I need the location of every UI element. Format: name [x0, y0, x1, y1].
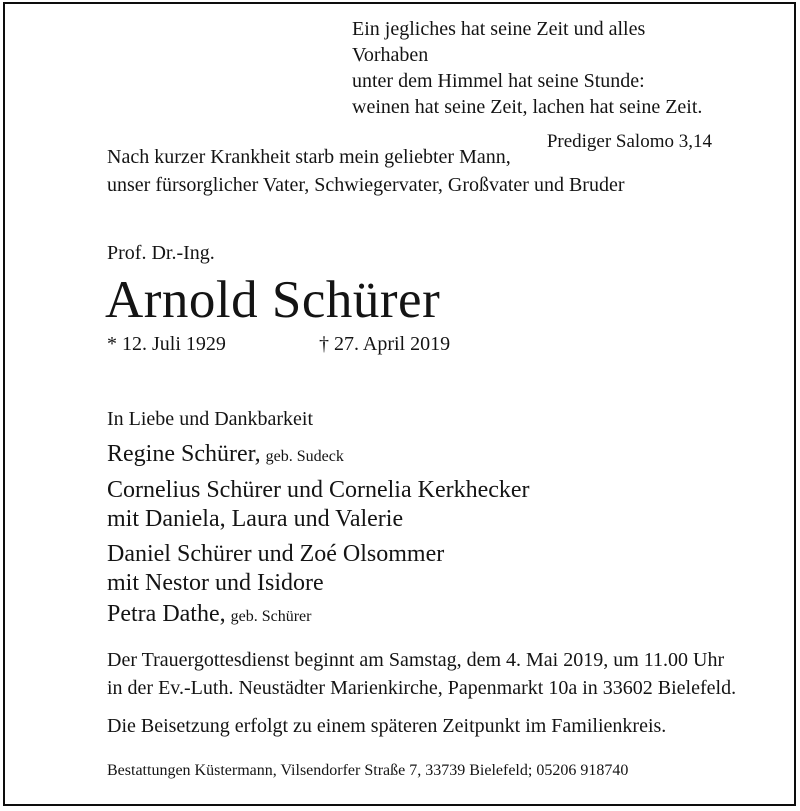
quote-line: weinen hat seine Zeit, lachen hat seine Zeit. — [352, 96, 703, 118]
mourner-name: Petra Dathe, — [107, 601, 226, 627]
mourner-row — [107, 540, 444, 598]
intro-paragraph — [107, 143, 624, 199]
service-line: Der Trauergottesdienst beginnt am Samstag, dem 4. Mai 2019, um 11.00 Uhr — [107, 649, 725, 671]
mourner-children: mit Daniela, Laura und Valerie — [107, 506, 404, 532]
mourner-name-suffix: geb. Schürer — [230, 608, 312, 625]
deceased-name: Arnold Schürer — [105, 271, 441, 329]
mourner-name: Daniel Schürer und Zoé Olsommer — [107, 541, 445, 567]
mourner-name: Regine Schürer, — [107, 441, 261, 467]
deceased-title: Prof. Dr.-Ing. — [107, 242, 215, 264]
death-date: † 27. April 2019 — [319, 333, 451, 355]
mourner-row — [107, 476, 530, 534]
mourner-children: mit Nestor und Isidore — [107, 570, 324, 596]
intro-line: unser fürsorglicher Vater, Schwiegervater, Großvater und Bruder — [107, 174, 625, 196]
quote-attribution: Prediger Salomo 3,14 — [546, 131, 712, 152]
mourner-name: Cornelius Schürer und Cornelia Kerkhecker — [107, 477, 530, 503]
mourner-row — [107, 440, 344, 471]
service-info — [107, 646, 736, 702]
dates-row — [0, 332, 800, 358]
funeral-home-footer: Bestattungen Küstermann, Vilsendorfer Straße 7, 33739 Bielefeld; 05206 918740 — [107, 762, 629, 779]
service-line: in der Ev.-Luth. Neustädter Marienkirche, Papenmarkt 10a in 33602 Bielefeld. — [107, 677, 737, 699]
mourner-name-suffix: geb. Sudeck — [265, 448, 344, 465]
bible-quote — [352, 16, 716, 155]
quote-line: Ein jegliches hat seine Zeit und alles Vorhaben — [352, 18, 646, 66]
birth-date: * 12. Juli 1929 — [107, 333, 226, 355]
quote-line: unter dem Himmel hat seine Stunde: — [352, 70, 645, 92]
intro-line: Nach kurzer Krankheit starb mein geliebter Mann, — [107, 146, 511, 168]
condolence-heading: In Liebe und Dankbarkeit — [107, 408, 314, 430]
mourner-row — [107, 600, 311, 631]
burial-info: Die Beisetzung erfolgt zu einem späteren Zeitpunkt im Familienkreis. — [107, 715, 667, 737]
